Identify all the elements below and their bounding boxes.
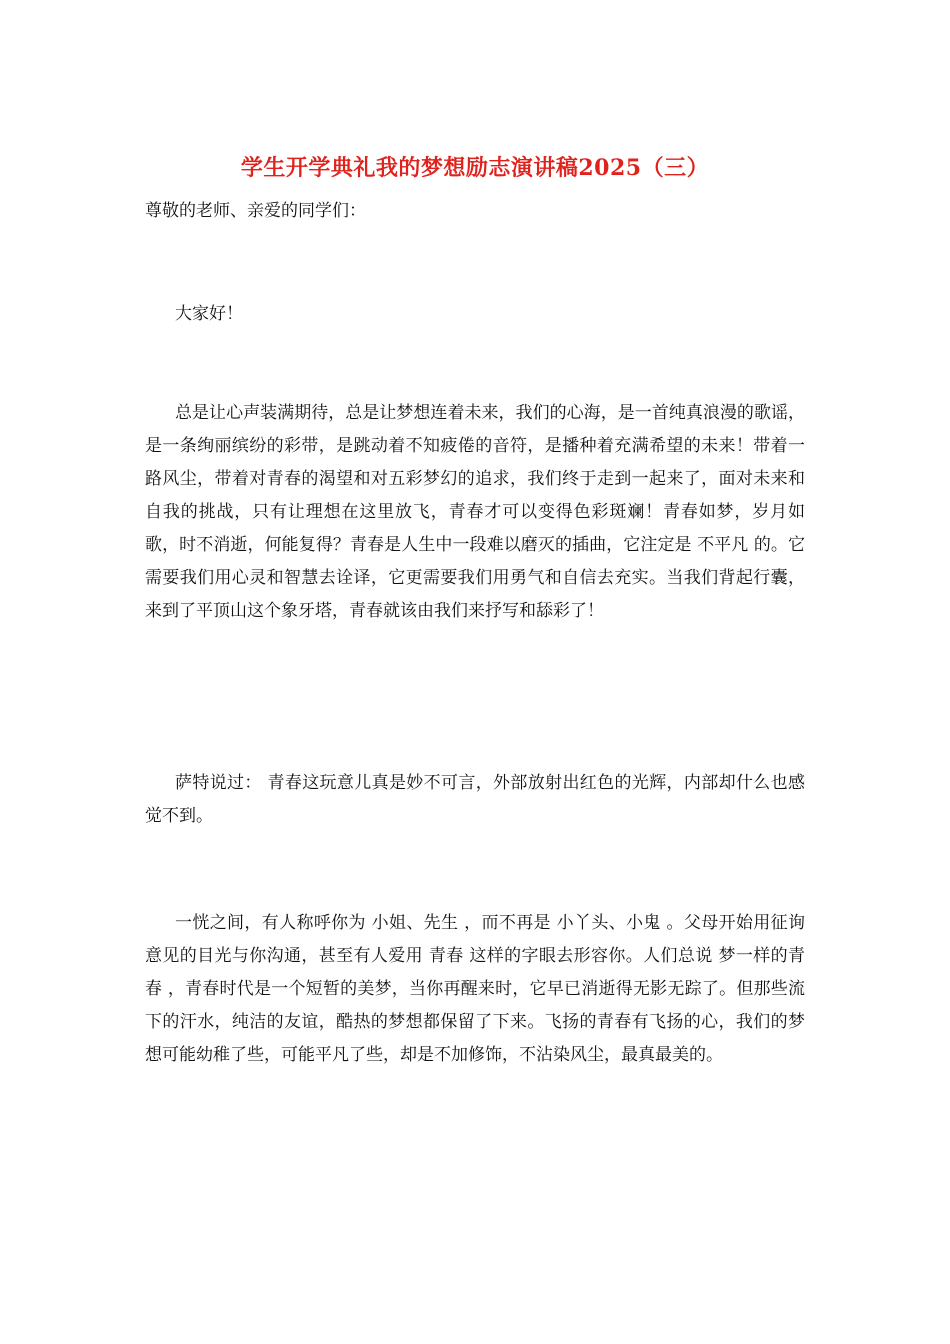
document-title: 学生开学典礼我的梦想励志演讲稿2025（三）: [240, 155, 710, 181]
paragraph-growing-up: 一恍之间，有人称呼你为 小姐、先生 ，而不再是 小丫头、小鬼 。父母开始用征询意见的目光与你沟通，甚至有人爱用 青春 这样的字眼去形容你。人们总说 梦一样的青春 ，青春时代是一个短暂的美梦，当你再醒来时，它早已消逝得无影无踪了。但那些流下的汗水，纯洁的友谊，酷热的梦想都保留了下来。飞扬的青春有飞扬的心，我们的梦想可能幼稚了些，可能平凡了些，却是不加修饰，不沾染风尘，最真最美的。: [145, 913, 805, 1065]
paragraph-greeting: 大家好！: [175, 304, 243, 324]
paragraph-youth-dreams: 总是让心声装满期待，总是让梦想连着未来，我们的心海，是一首纯真浪漫的歌谣，是一条绚丽缤纷的彩带，是跳动着不知疲倦的音符，是播种着充满希望的未来！带着一路风尘，带着对青春的渴望和对五彩梦幻的追求，我们终于走到一起来了，面对未来和自我的挑战，只有让理想在这里放飞，青春才可以变得色彩斑斓！青春如梦，岁月如歌，时不消逝，何能复得？青春是人生中一段难以磨灭的插曲，它注定是 不平凡 的。它需要我们用心灵和智慧去诠译，它更需要我们用勇气和自信去充实。当我们背起行囊，来到了平顶山这个象牙塔，青春就该由我们来抒写和舔彩了！: [145, 403, 805, 621]
paragraph-sartre-quote: 萨特说过： 青春这玩意儿真是妙不可言，外部放射出红色的光辉，内部却什么也感觉不到。: [145, 773, 805, 826]
salutation: 尊敬的老师、亲爱的同学们：: [145, 201, 366, 221]
